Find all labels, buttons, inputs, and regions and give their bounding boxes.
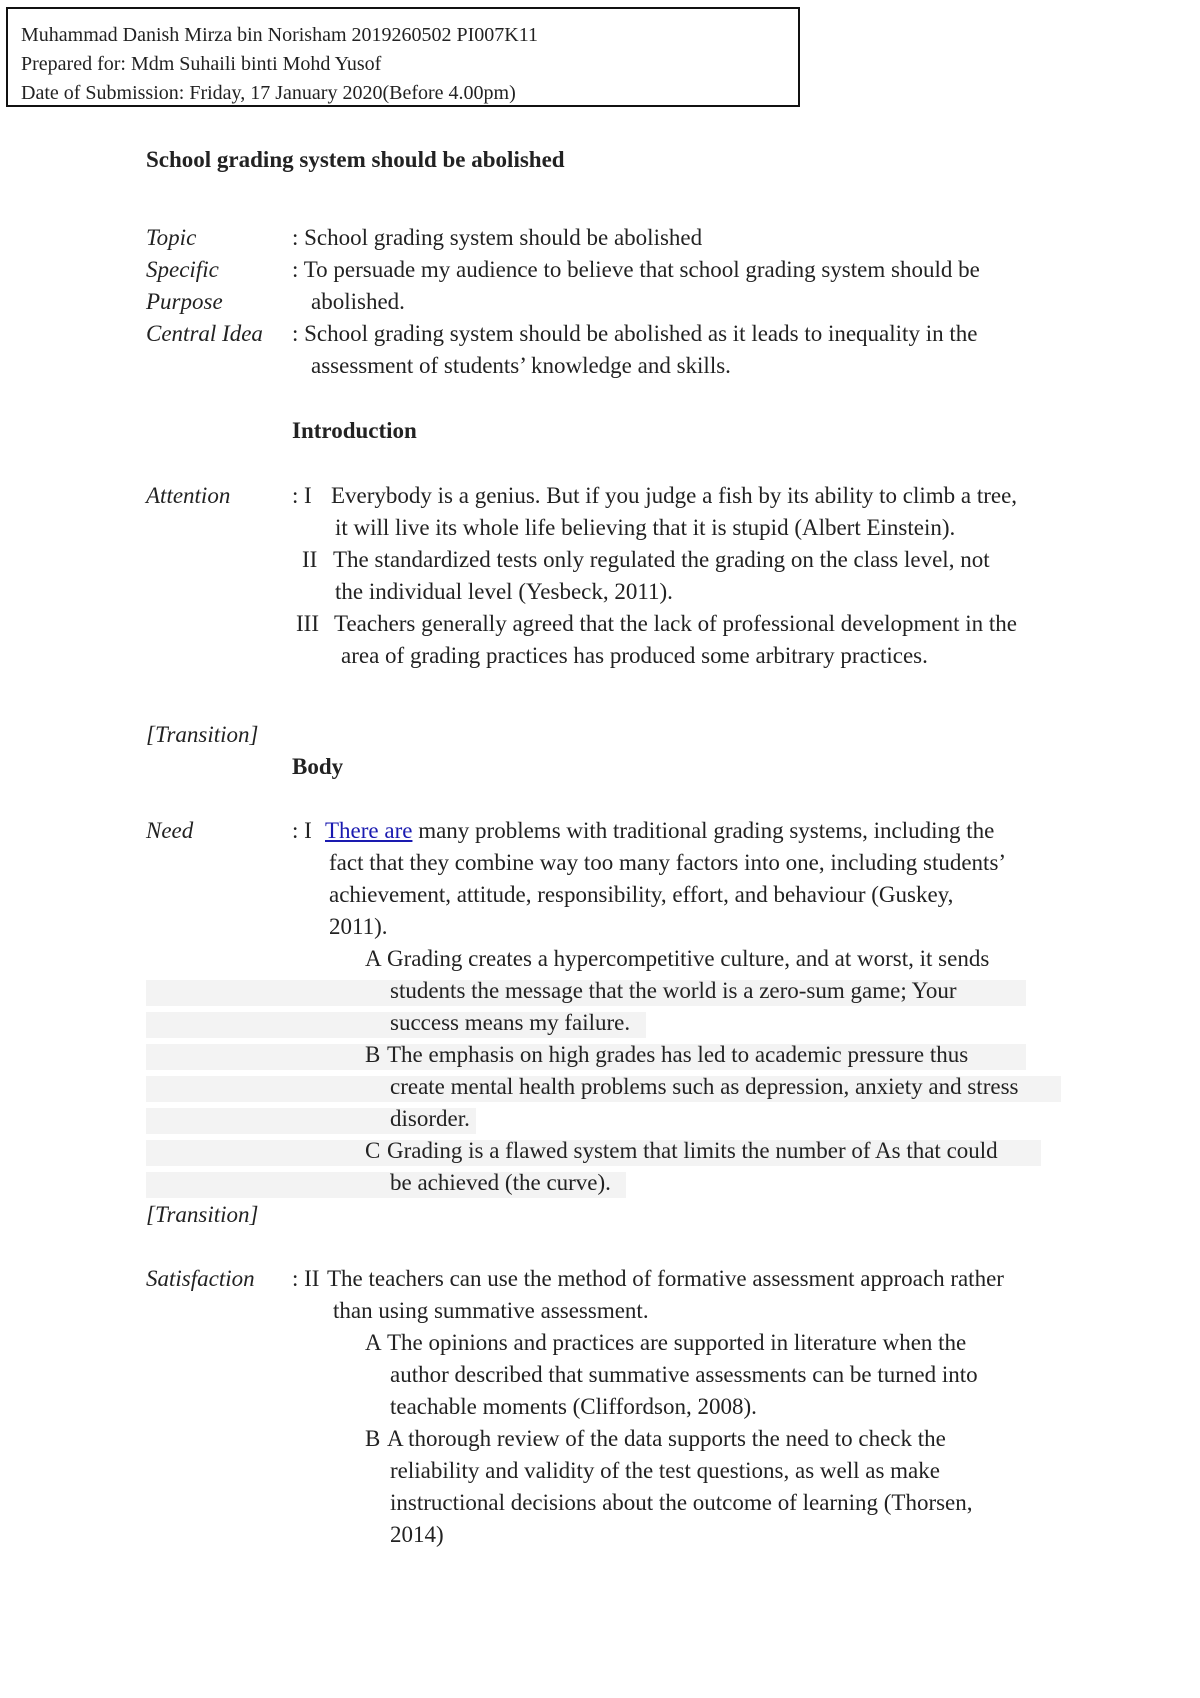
need-sub-b-line1: The emphasis on high grades has led to academic pressure thus <box>387 1042 969 1067</box>
intro-point-1-line2: it will live its whole life believing that it is stupid (Albert Einstein). <box>335 515 956 540</box>
attention-colon: : <box>292 483 299 508</box>
need-sub-c-line2: be achieved (the curve). <box>390 1170 611 1195</box>
specific-label: Specific <box>146 257 219 282</box>
need-sub-b-line2: create mental health problems such as depression, anxiety and stress <box>390 1074 1019 1099</box>
need-sub-a-line3: success means my failure. <box>390 1010 631 1035</box>
central-idea-line1: : School grading system should be abolished as it leads to inequality in the <box>292 321 978 346</box>
transition-2: [Transition] <box>146 1202 259 1227</box>
satisfaction-sub-a-letter: A <box>365 1330 382 1355</box>
header-student: Muhammad Danish Mirza bin Norisham 2019260502 PI007K11 <box>21 24 538 46</box>
topic-label: Topic <box>146 225 197 250</box>
header-box <box>6 7 800 107</box>
intro-point-1-num: I <box>304 483 312 508</box>
intro-point-1-line1: Everybody is a genius. But if you judge a fish by its ability to climb a tree, <box>331 483 1018 508</box>
document-title: School grading system should be abolished <box>146 147 565 172</box>
satisfaction-line2: than using summative assessment. <box>333 1298 649 1323</box>
need-sub-b-line3: disorder. <box>390 1106 470 1131</box>
attention-label: Attention <box>146 483 231 508</box>
intro-point-2-line2: the individual level (Yesbeck, 2011). <box>335 579 673 604</box>
intro-point-3-line1: Teachers generally agreed that the lack of professional development in the <box>334 611 1017 636</box>
satisfaction-sub-b-line4: 2014) <box>390 1522 444 1547</box>
intro-point-3-num: III <box>296 611 319 636</box>
need-link[interactable]: There are <box>325 818 413 843</box>
header-prepared-for: Prepared for: Mdm Suhaili binti Mohd Yusof <box>21 53 382 75</box>
central-idea-line2: assessment of students’ knowledge and skills. <box>311 353 731 378</box>
satisfaction-label: Satisfaction <box>146 1266 255 1291</box>
need-line3: achievement, attitude, responsibility, effort, and behaviour (Guskey, <box>329 882 954 907</box>
need-label: Need <box>146 818 194 843</box>
need-line1-rest: many problems with traditional grading systems, including the <box>412 818 995 843</box>
specific-value-line2: abolished. <box>311 289 405 314</box>
central-idea-label: Central Idea <box>146 321 263 346</box>
intro-point-2-num: II <box>302 547 318 572</box>
satisfaction-prefix: : II <box>292 1266 320 1291</box>
introduction-heading: Introduction <box>292 418 417 443</box>
intro-point-3-line2: area of grading practices has produced some arbitrary practices. <box>341 643 928 668</box>
need-line2: fact that they combine way too many factors into one, including students’ <box>329 850 1007 875</box>
need-sub-c-line1: Grading is a flawed system that limits the number of As that could <box>387 1138 998 1163</box>
need-sub-a-line2: students the message that the world is a zero-sum game; Your <box>390 978 957 1003</box>
need-sub-c-letter: C <box>365 1138 381 1163</box>
specific-value-line1: : To persuade my audience to believe that school grading system should be <box>292 257 980 282</box>
header-submission: Date of Submission: Friday, 17 January 2020(Before 4.00pm) <box>21 82 516 104</box>
satisfaction-sub-a-line1: The opinions and practices are supported in literature when the <box>387 1330 967 1355</box>
need-line1 <box>325 815 994 847</box>
satisfaction-sub-b-line1: A thorough review of the data supports the need to check the <box>387 1426 946 1451</box>
satisfaction-sub-a-line2: author described that summative assessments can be turned into <box>390 1362 978 1387</box>
need-line4: 2011). <box>329 914 388 939</box>
intro-point-2-line1: The standardized tests only regulated the grading on the class level, not <box>333 547 990 572</box>
satisfaction-sub-b-line3: instructional decisions about the outcome of learning (Thorsen, <box>390 1490 973 1515</box>
transition-1: [Transition] <box>146 722 259 747</box>
body-heading: Body <box>292 754 344 779</box>
need-prefix: : I <box>292 818 312 843</box>
need-sub-a-letter: A <box>365 946 382 971</box>
topic-value: : School grading system should be abolished <box>292 225 703 250</box>
need-sub-a-line1: Grading creates a hypercompetitive culture, and at worst, it sends <box>387 946 990 971</box>
satisfaction-sub-b-letter: B <box>365 1426 381 1451</box>
need-sub-b-letter: B <box>365 1042 381 1067</box>
satisfaction-sub-b-line2: reliability and validity of the test questions, as well as make <box>390 1458 940 1483</box>
satisfaction-line1: The teachers can use the method of formative assessment approach rather <box>327 1266 1004 1291</box>
satisfaction-sub-a-line3: teachable moments (Cliffordson, 2008). <box>390 1394 757 1419</box>
purpose-label: Purpose <box>146 289 223 314</box>
